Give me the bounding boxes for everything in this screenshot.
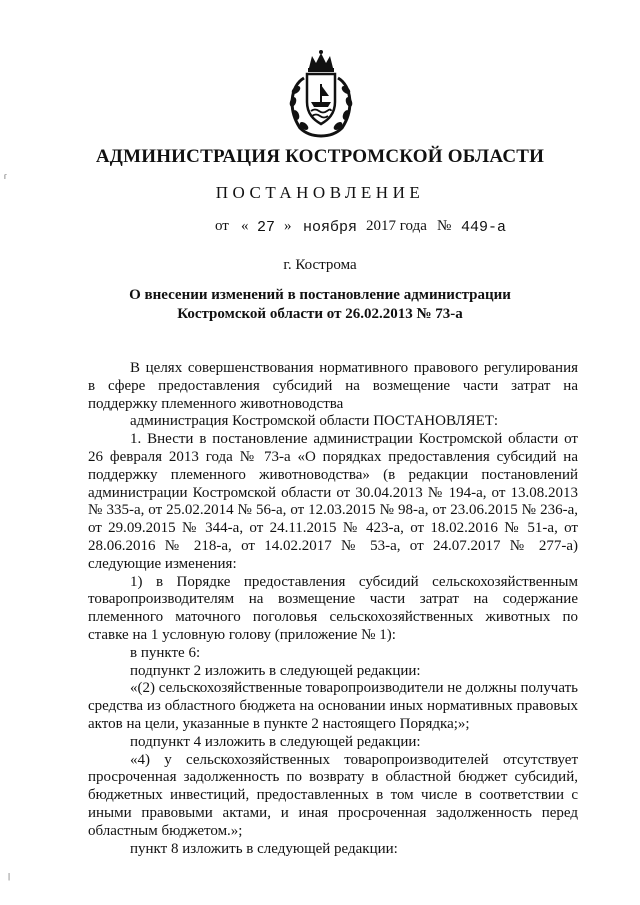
number-sign: № bbox=[437, 218, 452, 234]
scan-edge-mark: | bbox=[8, 872, 11, 881]
date-prefix: от bbox=[215, 218, 229, 234]
paragraph-subclause-4-text: «4) у сельскохозяйственных товаропроизводителей отсутствует просроченная задолженность по возврату в областной бюджет субсидий, бюджетных инвестиций, предоставленных в том числе в соответствии с иными правовыми актами, и иная просроченная задолженность перед областным бюджетом.»; bbox=[88, 751, 578, 839]
paragraph-subclause-4-intro: подпункт 4 изложить в следующей редакции: bbox=[130, 733, 421, 750]
paragraph-item-1: 1. Внести в постановление администрации Костромской области от 26 февраля 2013 года № 73-а «О порядках предоставления субсидий на поддержку племенного животноводства» (в редакции постановлений администрации Костромской области от 30.04.2013 № 194-а, от 13.08.2013 № 335-а, от 25.02.2014 № 56-а, от 12.03.2015 № 98-а, от 23.06.2015 № 236-а, от 29.09.2015 № 344-а, от 24.11.2015 № 423-а, от 18.02.2016 № 51-а, от 28.06.2016 № 218-а, от 14.02.2017 № 53-а, от 24.07.2017 № 277-а) следующие изменения: bbox=[88, 431, 578, 572]
date-year: 2017 года bbox=[366, 218, 427, 234]
paragraph-in-clause-6: в пункте 6: bbox=[130, 644, 201, 661]
coat-of-arms-icon bbox=[282, 50, 360, 140]
paragraph-clause-8-intro: пункт 8 изложить в следующей редакции: bbox=[130, 840, 398, 857]
date-day: 27 bbox=[257, 219, 276, 236]
document-date-line bbox=[0, 218, 640, 240]
document-body bbox=[88, 360, 578, 858]
document-type: ПОСТАНОВЛЕНИЕ bbox=[215, 183, 425, 202]
date-close-quote: » bbox=[284, 218, 292, 234]
date-month: ноября bbox=[303, 219, 358, 236]
document-number: 449-а bbox=[461, 219, 507, 236]
city-line: г. Кострома bbox=[283, 257, 357, 273]
date-open-quote: « bbox=[241, 218, 249, 234]
paragraph-resolves: администрация Костромской области ПОСТАНОВЛЯЕТ: bbox=[130, 413, 499, 430]
document-subject bbox=[0, 286, 640, 324]
paragraph-preamble: В целях совершенствования нормативного правового регулирования в сфере предоставления субсидий на возмещение части затрат на поддержку племенного животноводства bbox=[88, 360, 578, 412]
subject-line-2: Костромской области от 26.02.2013 № 73-а bbox=[177, 306, 463, 322]
paragraph-subclause-2-intro: подпункт 2 изложить в следующей редакции: bbox=[130, 662, 421, 679]
paragraph-subitem-1: 1) в Порядке предоставления субсидий сельскохозяйственным товаропроизводителям на возмещение части затрат на содержание племенного маточного поголовья сельскохозяйственных животных по ставке на 1 условную голову (приложение № 1): bbox=[88, 573, 578, 643]
subject-line-1: О внесении изменений в постановление администрации bbox=[129, 287, 511, 303]
paragraph-subclause-2-text: «(2) сельскохозяйственные товаропроизводители не должны получать средства из областного бюджета на основании иных нормативных правовых актов на цели, указанные в пункте 2 настоящего Порядка;»; bbox=[88, 680, 578, 732]
organization-title: АДМИНИСТРАЦИЯ КОСТРОМСКОЙ ОБЛАСТИ bbox=[95, 146, 545, 167]
scan-edge-mark: г bbox=[4, 172, 7, 181]
